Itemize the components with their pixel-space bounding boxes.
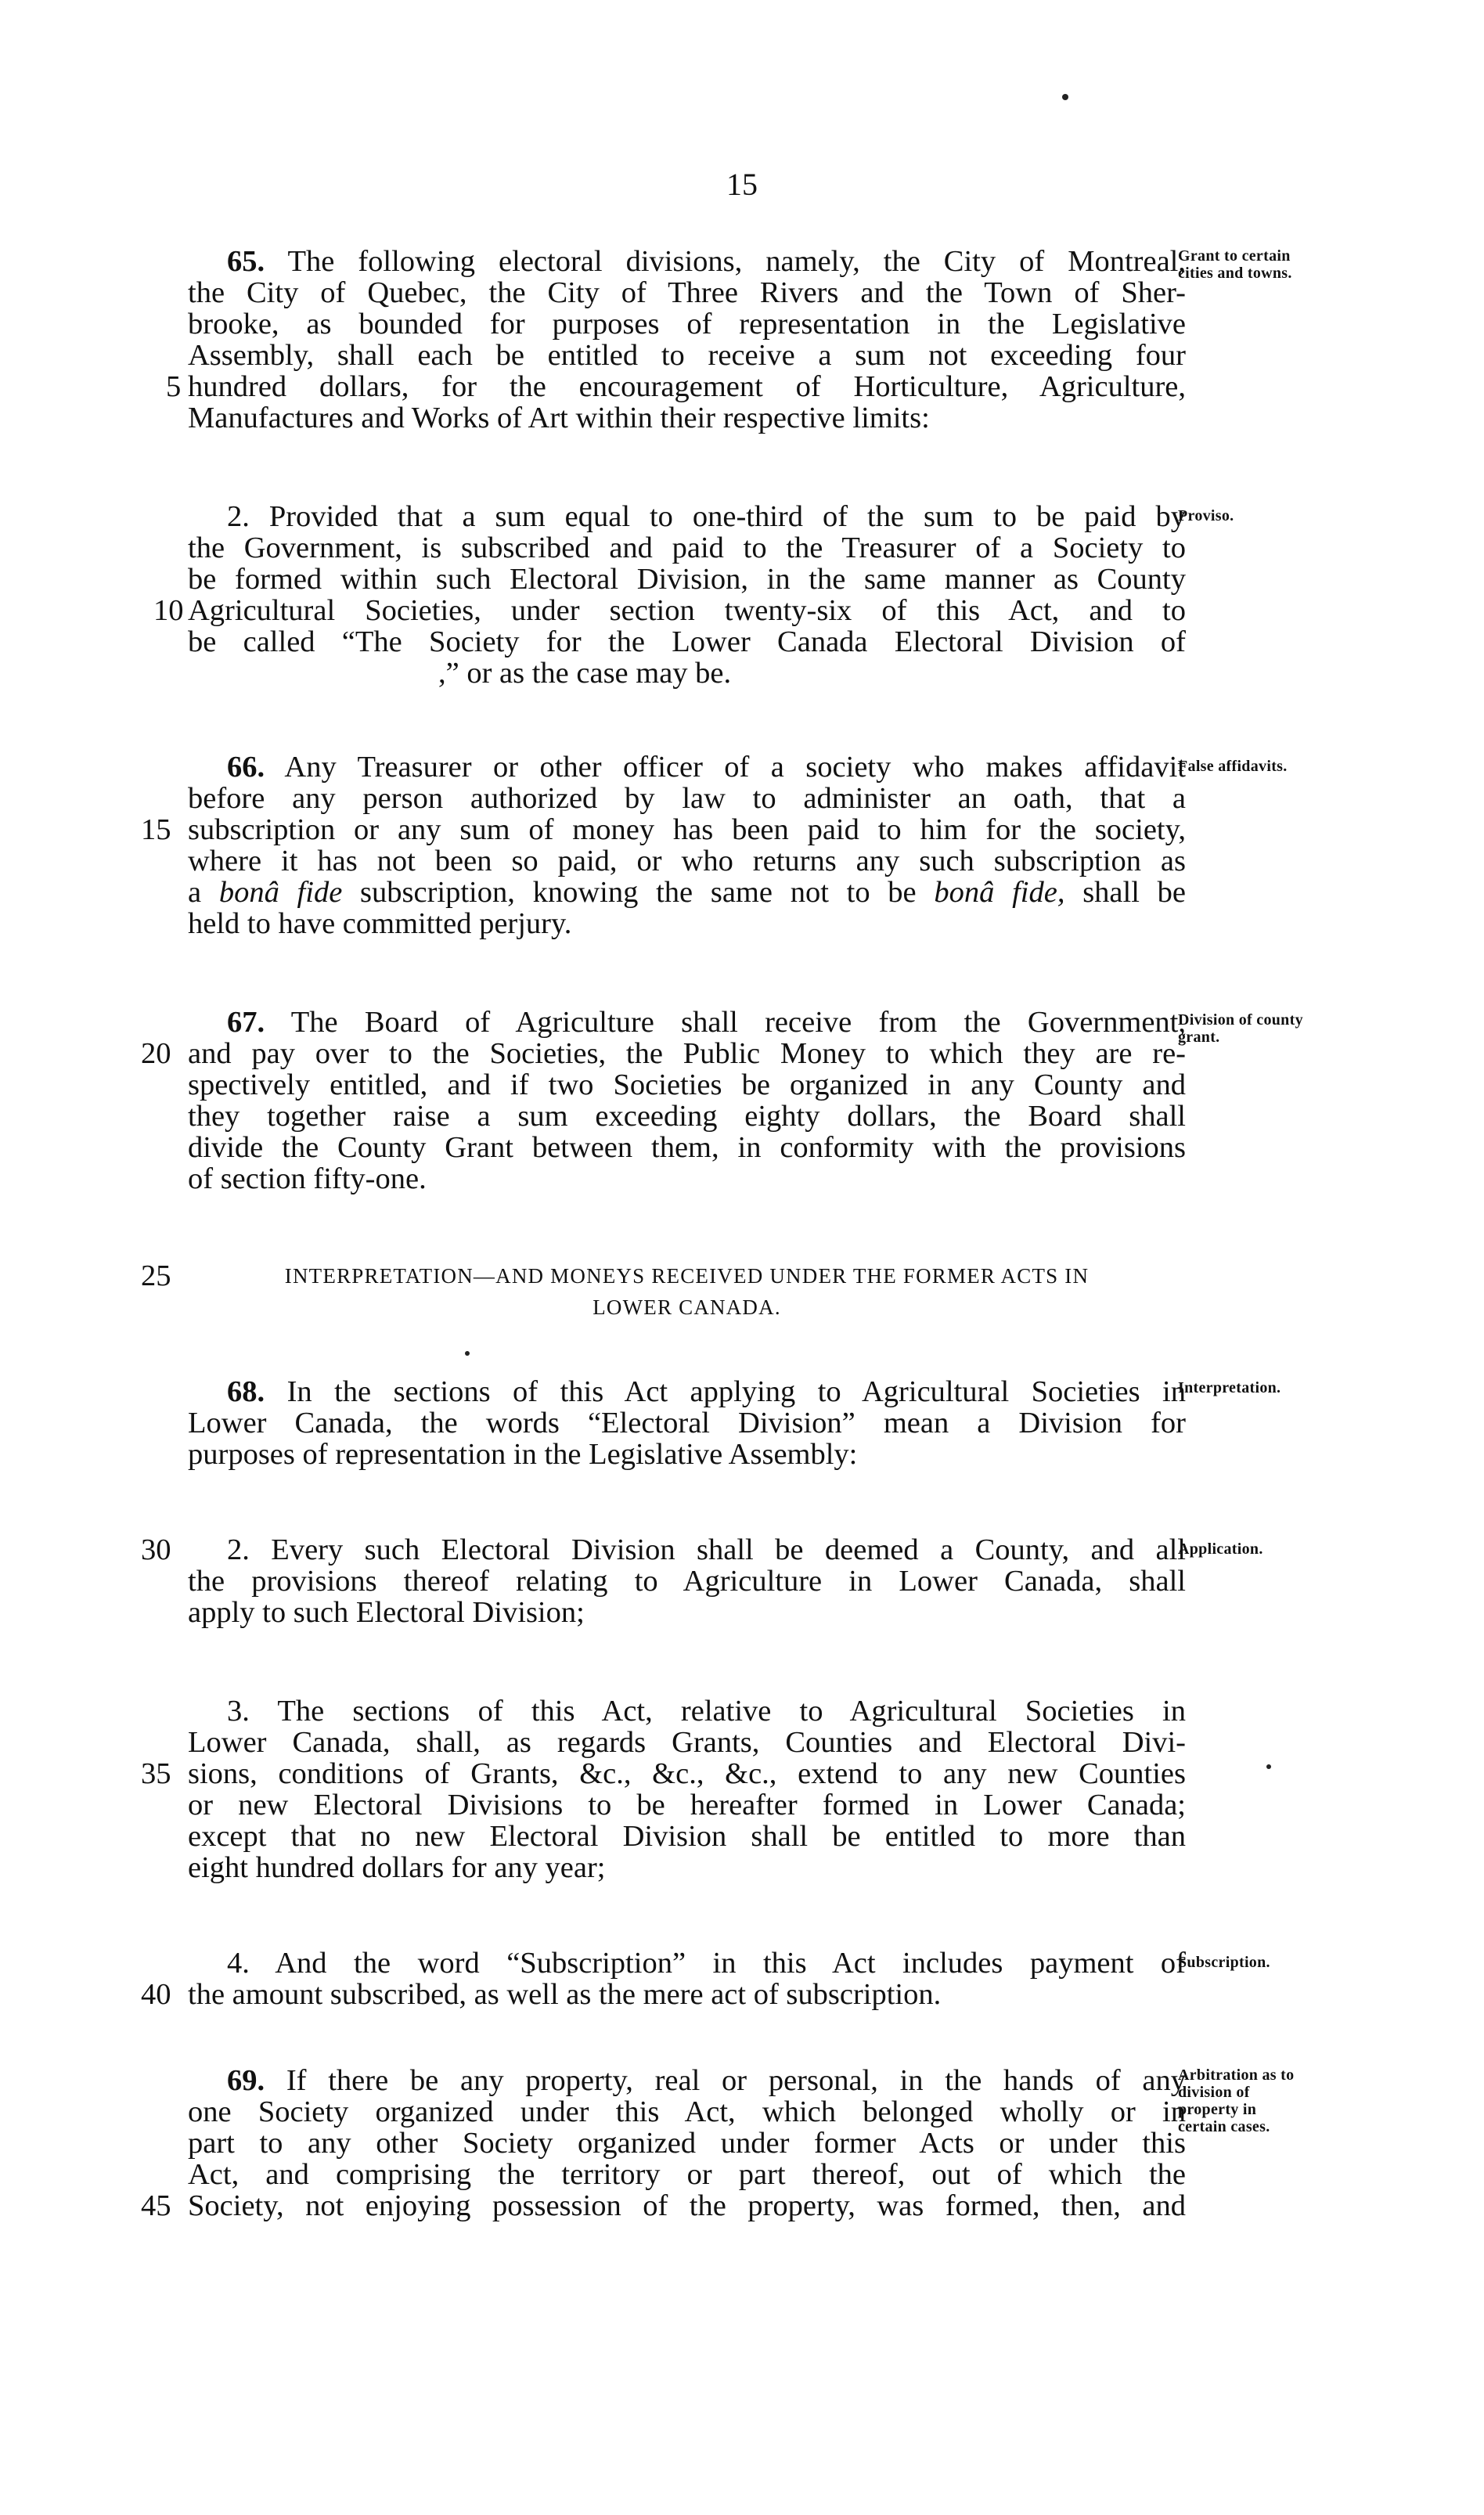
subsection-3-line-4: or new Electoral Divisions to be hereafter formed in Lower Canada;	[188, 1789, 1186, 1821]
section-heading-line-1: INTERPRETATION—AND MONEYS RECEIVED UNDER THE FORMER ACTS IN	[284, 1264, 1090, 1288]
proviso-line-2: the Government, is subscribed and paid to the Treasurer of a Society to	[188, 531, 1186, 564]
proviso-line-5: be called “The Society for the Lower Canada Electoral Division of	[188, 625, 1186, 658]
section-number-65: 65.	[227, 245, 265, 278]
page-number: 15	[726, 167, 758, 202]
section-number-68: 68.	[227, 1375, 265, 1408]
section-67-line-1: 67. The Board of Agriculture shall receive from the Government,	[227, 1006, 1186, 1039]
section-68-line-1: 68. In the sections of this Act applying to Agricultural Societies in	[227, 1375, 1186, 1408]
line-number-10: 10	[153, 594, 184, 627]
section-67-line-2: and pay over to the Societies, the Public Money to which they are re-	[188, 1037, 1186, 1070]
subsection-4-line-2: the amount subscribed, as well as the mere act of subscription.	[188, 1978, 942, 2011]
section-65-line-5: hundred dollars, for the encouragement of Horticulture, Agriculture,	[188, 370, 1186, 403]
section-69-line-5: Society, not enjoying possession of the property, was formed, then, and	[188, 2189, 1186, 2222]
section-65-line-6: Manufactures and Works of Art within their respective limits:	[188, 402, 930, 434]
section-66-line-4: where it has not been so paid, or who returns any such subscription as	[188, 845, 1186, 877]
ink-speck	[1062, 94, 1068, 100]
section-67-line-5: divide the County Grant between them, in conformity with the provisions	[188, 1131, 1186, 1164]
section-68-line-2: Lower Canada, the words “Electoral Division” mean a Division for	[188, 1407, 1186, 1439]
section-number-69: 69.	[227, 2064, 265, 2097]
section-69-line-1: 69. If there be any property, real or personal, in the hands of any	[227, 2064, 1186, 2097]
section-65-line-1: 65. The following electoral divisions, namely, the City of Montreal,	[227, 245, 1186, 278]
section-65-line-2: the City of Quebec, the City of Three Rivers and the Town of Sher-	[188, 276, 1186, 309]
section-65-line-3: brooke, as bounded for purposes of representation in the Legislative	[188, 308, 1186, 340]
section-69-line-4: Act, and comprising the territory or part thereof, out of which the	[188, 2158, 1186, 2191]
margin-note-application: Application.	[1178, 1540, 1263, 1558]
margin-note-false-affidavits: False affidavits.	[1178, 758, 1288, 775]
section-69-line-2: one Society organized under this Act, which belonged wholly or in	[188, 2095, 1186, 2128]
subsection-3-line-1: 3. The sections of this Act, relative to Agricultural Societies in	[227, 1695, 1186, 1728]
application-line-3: apply to such Electoral Division;	[188, 1596, 585, 1629]
margin-note-grant-cities: Grant to certain cities and towns.	[1178, 247, 1292, 282]
line-number-15: 15	[141, 813, 171, 846]
margin-note-arbitration: Arbitration as to division of property in certain cases.	[1178, 2066, 1295, 2135]
line-number-5: 5	[166, 370, 182, 403]
line-number-35: 35	[141, 1757, 171, 1790]
section-66-line-5: a bonâ fide subscription, knowing the same not to be bonâ fide, shall be	[188, 876, 1186, 909]
subsection-3-line-3: sions, conditions of Grants, &c., &c., &c., extend to any new Counties	[188, 1757, 1186, 1790]
subsection-3-line-6: eight hundred dollars for any year;	[188, 1851, 606, 1884]
line-number-40: 40	[141, 1978, 171, 2011]
application-line-2: the provisions thereof relating to Agriculture in Lower Canada, shall	[188, 1565, 1186, 1598]
section-65-line-4: Assembly, shall each be entitled to receive a sum not exceeding four	[188, 339, 1186, 372]
section-66-line-6: held to have committed perjury.	[188, 907, 572, 940]
ink-speck	[465, 1351, 470, 1356]
proviso-line-1: 2. Provided that a sum equal to one-third of the sum to be paid by	[227, 500, 1186, 533]
section-number-66: 66.	[227, 751, 265, 784]
section-66-line-1: 66. Any Treasurer or other officer of a society who makes affidavit	[227, 751, 1186, 784]
section-heading-line-2: LOWER CANADA.	[593, 1295, 781, 1319]
section-67-line-3: spectively entitled, and if two Societies be organized in any County and	[188, 1068, 1186, 1101]
line-number-25: 25	[141, 1259, 171, 1292]
proviso-line-3: be formed within such Electoral Division, in the same manner as County	[188, 563, 1186, 596]
section-67-line-6: of section fifty-one.	[188, 1162, 427, 1195]
section-66-line-3: subscription or any sum of money has been paid to him for the society,	[188, 813, 1186, 846]
line-number-20: 20	[141, 1037, 171, 1070]
subsection-4-line-1: 4. And the word “Subscription” in this Act includes payment of	[227, 1947, 1186, 1980]
section-number-67: 67.	[227, 1006, 265, 1039]
proviso-line-6: ,” or as the case may be.	[438, 657, 732, 690]
proviso-line-4: Agricultural Societies, under section twenty-six of this Act, and to	[188, 594, 1186, 627]
subsection-3-line-5: except that no new Electoral Division shall be entitled to more than	[188, 1820, 1186, 1853]
margin-note-proviso: Proviso.	[1178, 507, 1234, 524]
margin-note-division-county-grant: Division of county grant.	[1178, 1011, 1303, 1046]
line-number-30: 30	[141, 1533, 171, 1566]
section-66-line-2: before any person authorized by law to administer an oath, that a	[188, 782, 1186, 815]
line-number-45: 45	[141, 2189, 171, 2222]
section-69-line-3: part to any other Society organized under former Acts or under this	[188, 2127, 1186, 2160]
subsection-3-line-2: Lower Canada, shall, as regards Grants, Counties and Electoral Divi-	[188, 1726, 1186, 1759]
margin-note-subscription: Subscription.	[1178, 1954, 1270, 1971]
ink-speck	[1266, 1764, 1271, 1769]
margin-note-interpretation: Interpretation.	[1178, 1379, 1281, 1396]
section-68-line-3: purposes of representation in the Legislative Assembly:	[188, 1438, 858, 1471]
section-67-line-4: they together raise a sum exceeding eighty dollars, the Board shall	[188, 1100, 1186, 1133]
application-line-1: 2. Every such Electoral Division shall be deemed a County, and all	[227, 1533, 1186, 1566]
